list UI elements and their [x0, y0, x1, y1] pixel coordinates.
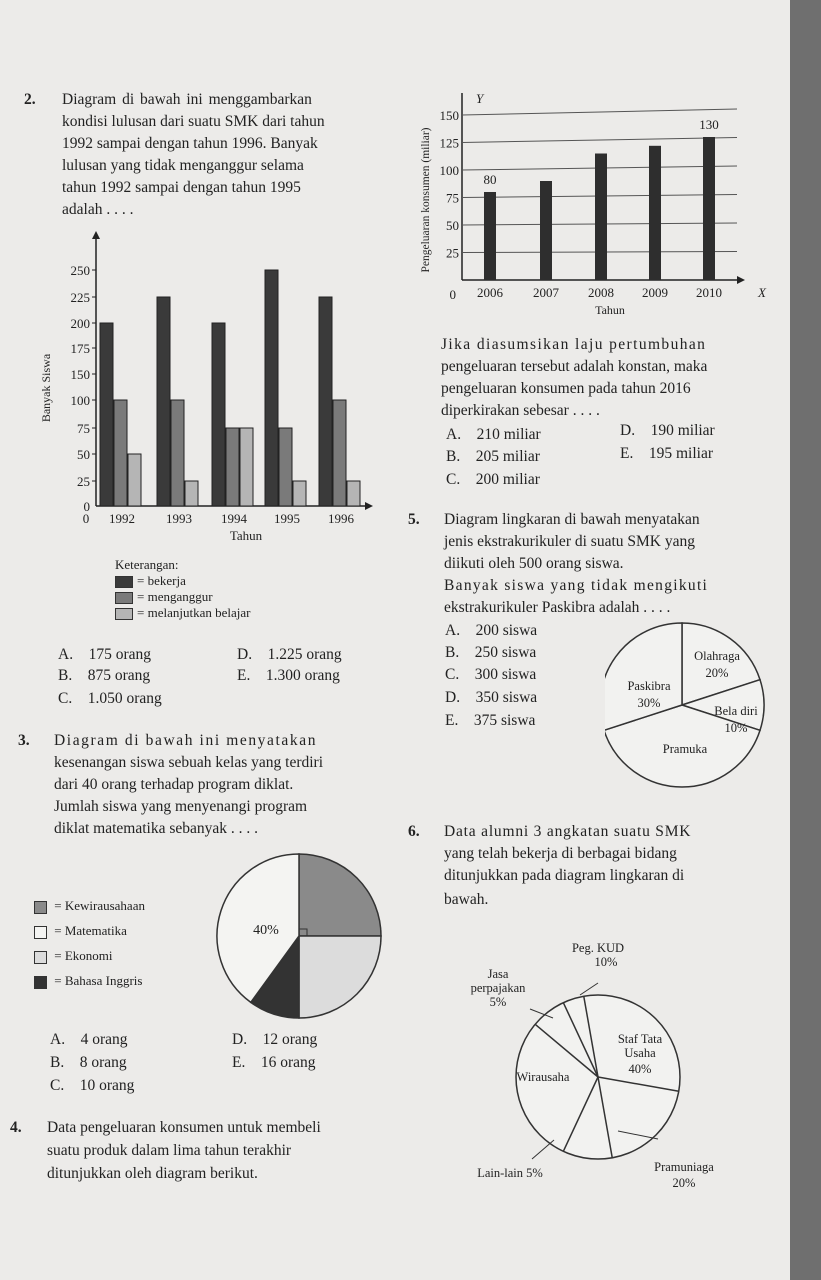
q4-line-2: suatu produk dalam lima tahun terakhir	[47, 1142, 292, 1159]
legend-swatch	[115, 592, 133, 604]
y-axis-arrow	[92, 231, 100, 239]
slice-percent-label: 40%	[628, 1062, 652, 1076]
q5-line-5: ekstrakurikuler Paskibra adalah . . . .	[444, 599, 671, 616]
x-tick-label: 1993	[166, 511, 192, 526]
x-tick-label: 1992	[109, 511, 135, 526]
y-tick-label: 150	[439, 108, 459, 123]
q3-legend-bahasa-inggris	[34, 973, 142, 989]
slice-name-label: Usaha	[624, 1046, 656, 1060]
q2-line-6: adalah . . . .	[62, 201, 134, 218]
x-axis-label: Tahun	[229, 528, 263, 543]
q4-option-b: B. 205 miliar	[446, 448, 540, 465]
slice-name-label: Jasa	[487, 967, 509, 981]
bar-bekerja	[100, 323, 113, 506]
y-tick-label: 200	[70, 316, 90, 331]
y-tick-label: 75	[446, 190, 459, 206]
y-tick-label: 100	[70, 393, 90, 408]
slice-label: 40%	[253, 923, 279, 938]
q6-line-1: Data alumni 3 angkatan suatu SMK	[444, 823, 692, 840]
q3-legend-ekonomi	[34, 948, 113, 964]
legend-swatch	[34, 926, 47, 939]
bar	[540, 181, 552, 280]
slice-percent-label: 20%	[672, 1176, 696, 1190]
x-tick-label: 2008	[588, 285, 614, 300]
q4-after-line-3: pengeluaran konsumen pada tahun 2016	[441, 380, 691, 397]
q2-option-b: B. 875 orang	[58, 667, 151, 684]
q2-line-3: 1992 sampai dengan tahun 1996. Banyak	[62, 135, 318, 152]
q2-option-e: E. 1.300 orang	[237, 667, 340, 684]
q3-number: 3.	[18, 732, 30, 749]
x-axis-arrow	[737, 276, 745, 284]
q3-legend-matematika	[34, 923, 127, 939]
q5-number: 5.	[408, 511, 420, 528]
q3-line-3: dari 40 orang terhadap program diklat.	[54, 776, 294, 793]
bar-bekerja	[212, 323, 225, 506]
q4-option-d: D. 190 miliar	[620, 422, 715, 439]
x-axis-label: Tahun	[595, 303, 625, 317]
legend-swatch	[34, 976, 47, 989]
q4-option-c: C. 200 miliar	[446, 471, 540, 488]
slice-name-label: Bela diri	[714, 704, 758, 718]
legend-swatch	[34, 951, 47, 964]
y-tick-label: 0	[83, 499, 90, 514]
legend-swatch	[115, 608, 133, 620]
bar-menganggur	[171, 400, 184, 506]
q3-line-4: Jumlah siswa yang menyenangi program	[54, 798, 308, 815]
q2-line-1: Diagram di bawah ini menggambarkan	[62, 91, 312, 108]
leader-line	[532, 1140, 554, 1159]
bar-bekerja	[157, 297, 170, 506]
q3-line-5: diklat matematika sebanyak . . . .	[54, 820, 259, 837]
y-tick-label: 125	[439, 135, 459, 151]
q4-option-a: A. 210 miliar	[446, 426, 541, 443]
q2-line-5: tahun 1992 sampai dengan tahun 1995	[62, 179, 301, 196]
q2-line-4: lulusan yang tidak menganggur selama	[62, 157, 304, 174]
x-tick-label: 1995	[274, 511, 300, 526]
q3-option-b: B. 8 orang	[50, 1054, 127, 1071]
q2-option-c: C. 1.050 orang	[58, 690, 162, 707]
y-tick-label: 250	[70, 263, 90, 278]
bar-melanjutkan-belajar	[293, 481, 306, 506]
y-tick-label: 50	[77, 447, 90, 462]
q6-number: 6.	[408, 823, 420, 840]
q4-line-1: Data pengeluaran konsumen untuk membeli	[47, 1119, 321, 1136]
slice-name-label: Wirausaha	[516, 1070, 570, 1084]
y-tick-label: 50	[446, 218, 459, 233]
q3-pie-chart	[210, 848, 390, 1028]
q4-number: 4.	[10, 1119, 22, 1136]
q4-after-line-4: diperkirakan sebesar . . . .	[441, 402, 600, 419]
slice-name-label: Lain-lain 5%	[477, 1166, 543, 1180]
q2-line-2: kondisi lulusan dari suatu SMK dari tahun	[62, 113, 325, 130]
bar-melanjutkan-belajar	[128, 454, 141, 506]
q5-option-e: E. 375 siswa	[445, 712, 536, 729]
page-edge	[790, 0, 821, 1280]
slice-name-label: Olahraga	[694, 649, 740, 663]
slice-percent-label: 30%	[637, 696, 661, 710]
y-tick-label: 175	[70, 341, 90, 356]
bar	[484, 192, 496, 280]
x-axis-arrow	[365, 502, 373, 510]
q5-option-b: B. 250 siswa	[445, 644, 537, 661]
slice-name-label: Peg. KUD	[571, 941, 625, 955]
q3-line-2: kesenangan siswa sebuah kelas yang terdiri	[54, 754, 324, 771]
data-label: 80	[483, 172, 497, 187]
legend-label: = Matematika	[54, 923, 127, 938]
y-axis-label: Banyak Siswa	[39, 353, 53, 423]
q3-option-a: A. 4 orang	[50, 1031, 128, 1048]
bar-menganggur	[114, 400, 127, 506]
bar-melanjutkan-belajar	[240, 428, 253, 506]
slice-percent-label: 10%	[594, 955, 618, 969]
data-label: 130	[699, 117, 719, 132]
q5-pie-chart	[605, 618, 785, 793]
x-tick-label: 1996	[328, 511, 354, 526]
q4-bar-chart	[415, 85, 775, 325]
q2-legend-melanjutkan	[115, 605, 250, 621]
q2-option-d: D. 1.225 orang	[237, 646, 342, 663]
y-tick-label: 75	[77, 421, 90, 436]
q3-option-c: C. 10 orang	[50, 1077, 135, 1094]
bar-melanjutkan-belajar	[185, 481, 198, 506]
q6-line-3: ditunjukkan pada diagram lingkaran di	[444, 867, 685, 884]
q3-option-e: E. 16 orang	[232, 1054, 316, 1071]
y-tick-label: 25	[446, 245, 459, 261]
q4-option-e: E. 195 miliar	[620, 445, 713, 462]
y-tick-label: 25	[77, 474, 90, 489]
q2-legend-menganggur	[115, 589, 213, 605]
y-tick-label: 225	[70, 290, 90, 305]
slice-Ekonomi	[299, 936, 381, 1018]
x-tick-label: 2010	[696, 285, 722, 300]
leader-line	[580, 983, 598, 995]
legend-label: = Kewirausahaan	[54, 898, 145, 913]
q2-bar-chart	[36, 225, 386, 550]
legend-label: = menganggur	[137, 589, 213, 604]
bar-menganggur	[279, 428, 292, 506]
slice-name-label: Pramuka	[662, 742, 708, 756]
x-tick-label: 1994	[221, 511, 247, 526]
q5-line-3: diikuti oleh 500 orang siswa.	[444, 555, 624, 572]
q5-option-d: D. 350 siswa	[445, 689, 538, 706]
y-axis-letter: Y	[476, 91, 484, 106]
bar	[703, 137, 715, 280]
q3-option-d: D. 12 orang	[232, 1031, 318, 1048]
q6-pie-chart	[458, 935, 768, 1195]
slice-name-label: Staf Tata	[617, 1032, 663, 1046]
slice-name-label: Paskibra	[627, 679, 671, 693]
q4-after-line-2: pengeluaran tersebut adalah konstan, maka	[441, 358, 708, 375]
slice-percent-label: 10%	[724, 721, 748, 735]
q6-line-2: yang telah bekerja di berbagai bidang	[444, 845, 677, 862]
y-tick-label: 100	[439, 163, 459, 178]
slice-name-label: Pramuniaga	[654, 1160, 714, 1174]
legend-label: = Ekonomi	[54, 948, 113, 963]
y-tick-label: 150	[70, 367, 90, 382]
bar-menganggur	[226, 428, 239, 506]
gridline	[462, 138, 737, 143]
q5-option-c: C. 300 siswa	[445, 666, 537, 683]
q5-line-1: Diagram lingkaran di bawah menyatakan	[444, 511, 700, 528]
slice-percent-label: 5%	[489, 995, 507, 1009]
q6-line-4: bawah.	[444, 891, 489, 908]
q5-option-a: A. 200 siswa	[445, 622, 538, 639]
gridline	[462, 109, 737, 115]
q3-legend-kewirausahaan	[34, 898, 145, 914]
bar	[595, 154, 607, 281]
origin-label: 0	[82, 511, 90, 526]
q5-line-2: jenis ekstrakurikuler di suatu SMK yang	[444, 533, 695, 550]
x-axis-letter: X	[758, 285, 766, 300]
slice-percent-label: 20%	[705, 666, 729, 680]
q3-line-1: Diagram di bawah ini menyatakan	[54, 732, 318, 749]
bar	[649, 146, 661, 280]
x-tick-label: 2009	[642, 285, 668, 300]
slice-Kewirausahaan	[299, 854, 381, 936]
q2-option-a: A. 175 orang	[58, 646, 151, 663]
y-axis-label: Pengeluaran konsumen (miliar)	[420, 127, 432, 273]
x-tick-label: 2006	[477, 285, 503, 300]
q2-legend-title: Keterangan:	[115, 557, 179, 572]
q2-legend-bekerja	[115, 573, 186, 589]
q5-line-4: Banyak siswa yang tidak mengikuti	[444, 577, 709, 594]
bar-bekerja	[319, 297, 332, 506]
legend-swatch	[115, 576, 133, 588]
q2-number: 2.	[24, 91, 36, 108]
y-tick-label: 0	[449, 287, 456, 302]
bar-bekerja	[265, 270, 278, 506]
legend-label: = Bahasa Inggris	[54, 973, 143, 988]
slice-name-label: perpajakan	[470, 981, 526, 995]
legend-swatch	[34, 901, 47, 914]
q4-line-3: ditunjukkan oleh diagram berikut.	[47, 1165, 258, 1182]
legend-label: = melanjutkan belajar	[137, 605, 251, 620]
x-tick-label: 2007	[533, 285, 559, 300]
bar-melanjutkan-belajar	[347, 481, 360, 506]
q4-after-line-1: Jika diasumsikan laju pertumbuhan	[441, 336, 707, 353]
legend-label: = bekerja	[137, 573, 186, 588]
bar-menganggur	[333, 400, 346, 506]
